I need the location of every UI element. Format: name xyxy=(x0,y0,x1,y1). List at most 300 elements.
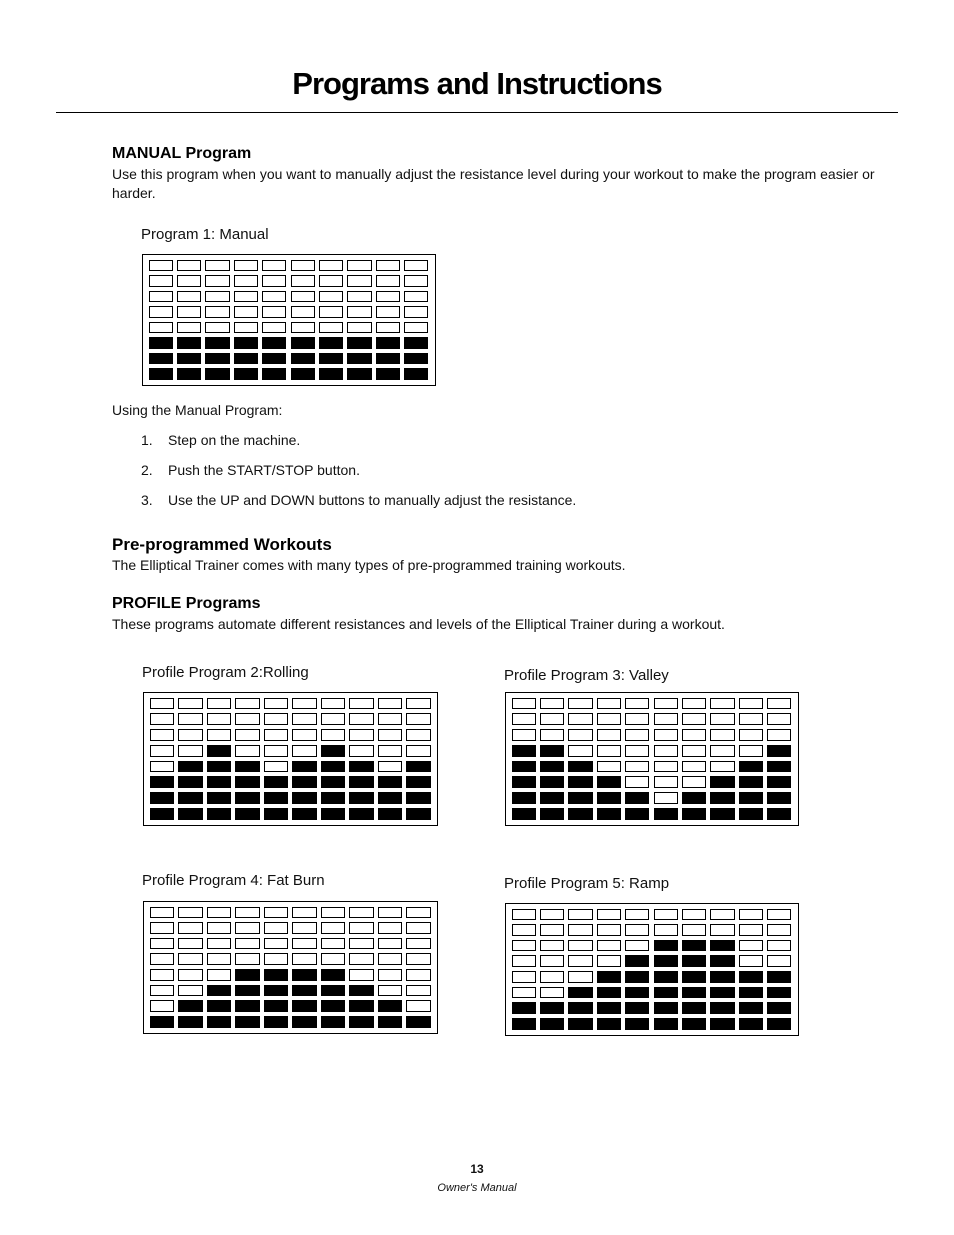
resistance-cell-empty xyxy=(349,938,374,950)
resistance-cell-filled xyxy=(739,1018,763,1030)
resistance-cell-filled xyxy=(292,985,317,997)
resistance-cell-filled xyxy=(349,792,374,804)
resistance-cell-empty xyxy=(177,291,201,303)
resistance-cell-empty xyxy=(235,729,260,741)
resistance-cell-filled xyxy=(625,792,649,804)
resistance-cell-empty xyxy=(739,955,763,967)
resistance-cell-empty xyxy=(150,969,175,981)
resistance-cell-empty xyxy=(321,907,346,919)
resistance-cell-empty xyxy=(292,907,317,919)
page-number: 13 xyxy=(470,1162,484,1176)
resistance-cell-empty xyxy=(178,745,203,757)
resistance-cell-empty xyxy=(178,907,203,919)
resistance-cell-empty xyxy=(654,909,678,921)
resistance-cell-filled xyxy=(178,1016,203,1028)
resistance-cell-empty xyxy=(264,713,289,725)
resistance-cell-empty xyxy=(149,260,173,272)
resistance-cell-filled xyxy=(378,1000,403,1012)
resistance-cell-empty xyxy=(378,713,403,725)
resistance-cell-empty xyxy=(512,729,536,741)
resistance-cell-filled xyxy=(205,353,229,365)
resistance-cell-empty xyxy=(512,987,536,999)
resistance-cell-empty xyxy=(540,940,564,952)
resistance-cell-empty xyxy=(376,260,400,272)
resistance-cell-filled xyxy=(406,808,431,820)
resistance-cell-empty xyxy=(205,322,229,334)
resistance-cell-empty xyxy=(404,275,428,287)
resistance-cell-filled xyxy=(207,792,232,804)
resistance-cell-empty xyxy=(378,985,403,997)
resistance-cell-filled xyxy=(710,808,734,820)
resistance-cell-empty xyxy=(378,907,403,919)
resistance-cell-empty xyxy=(406,729,431,741)
resistance-cell-filled xyxy=(292,792,317,804)
chart-caption-ramp: Profile Program 5: Ramp xyxy=(504,875,670,892)
resistance-cell-empty xyxy=(234,260,258,272)
resistance-cell-filled xyxy=(234,353,258,365)
resistance-cell-filled xyxy=(319,353,343,365)
resistance-cell-filled xyxy=(512,808,536,820)
resistance-cell-empty xyxy=(710,924,734,936)
preprogrammed-body: The Elliptical Trainer comes with many types of pre-programmed training workouts. xyxy=(112,557,626,573)
fat-burn-program-chart xyxy=(143,901,438,1034)
preprogrammed-heading: Pre-programmed Workouts xyxy=(112,535,332,554)
resistance-cell-empty xyxy=(406,922,431,934)
resistance-cell-empty xyxy=(178,713,203,725)
resistance-cell-empty xyxy=(349,953,374,965)
resistance-cell-filled xyxy=(321,1000,346,1012)
resistance-cell-empty xyxy=(207,713,232,725)
resistance-cell-empty xyxy=(349,922,374,934)
resistance-cell-filled xyxy=(739,987,763,999)
resistance-cell-empty xyxy=(625,761,649,773)
resistance-cell-empty xyxy=(404,306,428,318)
resistance-cell-empty xyxy=(150,1000,175,1012)
resistance-cell-empty xyxy=(178,969,203,981)
resistance-cell-empty xyxy=(597,729,621,741)
resistance-cell-empty xyxy=(178,985,203,997)
resistance-cell-empty xyxy=(597,713,621,725)
resistance-cell-empty xyxy=(262,306,286,318)
resistance-cell-filled xyxy=(597,971,621,983)
resistance-cell-filled xyxy=(292,1016,317,1028)
valley-program-chart xyxy=(505,692,799,826)
resistance-cell-empty xyxy=(264,938,289,950)
resistance-cell-empty xyxy=(235,745,260,757)
resistance-cell-empty xyxy=(149,275,173,287)
resistance-cell-filled xyxy=(235,985,260,997)
resistance-cell-empty xyxy=(625,776,649,788)
resistance-cell-empty xyxy=(568,940,592,952)
resistance-cell-filled xyxy=(682,940,706,952)
resistance-cell-filled xyxy=(235,1000,260,1012)
ramp-program-chart xyxy=(505,903,799,1036)
resistance-cell-empty xyxy=(378,922,403,934)
resistance-cell-empty xyxy=(235,907,260,919)
resistance-cell-empty xyxy=(319,306,343,318)
resistance-cell-filled xyxy=(767,761,791,773)
resistance-cell-filled xyxy=(321,776,346,788)
resistance-cell-empty xyxy=(178,698,203,710)
resistance-cell-empty xyxy=(234,291,258,303)
resistance-cell-empty xyxy=(767,698,791,710)
rolling-program-chart xyxy=(143,692,438,826)
resistance-cell-empty xyxy=(177,306,201,318)
resistance-cell-filled xyxy=(205,337,229,349)
resistance-cell-empty xyxy=(376,275,400,287)
resistance-cell-filled xyxy=(349,808,374,820)
resistance-cell-filled xyxy=(349,985,374,997)
resistance-cell-empty xyxy=(234,275,258,287)
resistance-cell-filled xyxy=(540,745,564,757)
resistance-cell-empty xyxy=(235,713,260,725)
resistance-cell-empty xyxy=(292,729,317,741)
resistance-cell-empty xyxy=(378,969,403,981)
resistance-cell-filled xyxy=(321,745,346,757)
resistance-cell-empty xyxy=(264,698,289,710)
resistance-cell-empty xyxy=(264,922,289,934)
resistance-cell-empty xyxy=(321,698,346,710)
resistance-cell-empty xyxy=(597,924,621,936)
resistance-cell-filled xyxy=(347,337,371,349)
resistance-cell-empty xyxy=(207,922,232,934)
resistance-cell-empty xyxy=(207,698,232,710)
resistance-cell-filled xyxy=(349,761,374,773)
resistance-cell-filled xyxy=(207,1000,232,1012)
resistance-cell-empty xyxy=(597,909,621,921)
resistance-cell-filled xyxy=(262,337,286,349)
resistance-cell-filled xyxy=(264,985,289,997)
resistance-cell-empty xyxy=(625,713,649,725)
resistance-cell-empty xyxy=(597,955,621,967)
resistance-cell-filled xyxy=(710,955,734,967)
resistance-cell-filled xyxy=(378,808,403,820)
resistance-cell-empty xyxy=(767,924,791,936)
resistance-cell-empty xyxy=(406,713,431,725)
resistance-cell-empty xyxy=(235,698,260,710)
step-text: Step on the machine. xyxy=(168,432,301,448)
resistance-cell-empty xyxy=(319,291,343,303)
resistance-cell-empty xyxy=(178,953,203,965)
resistance-cell-empty xyxy=(512,909,536,921)
resistance-cell-empty xyxy=(540,909,564,921)
resistance-cell-empty xyxy=(291,322,315,334)
resistance-cell-empty xyxy=(347,322,371,334)
resistance-cell-filled xyxy=(264,969,289,981)
resistance-cell-filled xyxy=(568,1018,592,1030)
resistance-cell-filled xyxy=(654,1018,678,1030)
resistance-cell-empty xyxy=(349,698,374,710)
resistance-cell-empty xyxy=(376,306,400,318)
resistance-cell-filled xyxy=(207,808,232,820)
resistance-cell-empty xyxy=(540,987,564,999)
resistance-cell-filled xyxy=(378,792,403,804)
chart-caption-valley: Profile Program 3: Valley xyxy=(504,667,669,684)
resistance-cell-filled xyxy=(178,792,203,804)
resistance-cell-filled xyxy=(767,776,791,788)
resistance-cell-filled xyxy=(739,776,763,788)
resistance-cell-empty xyxy=(292,713,317,725)
resistance-cell-filled xyxy=(540,761,564,773)
resistance-cell-filled xyxy=(234,337,258,349)
resistance-cell-filled xyxy=(319,337,343,349)
resistance-cell-empty xyxy=(625,924,649,936)
resistance-cell-filled xyxy=(150,792,175,804)
resistance-cell-empty xyxy=(710,761,734,773)
resistance-cell-empty xyxy=(262,291,286,303)
resistance-cell-empty xyxy=(568,698,592,710)
resistance-cell-empty xyxy=(739,713,763,725)
resistance-cell-empty xyxy=(406,698,431,710)
resistance-cell-empty xyxy=(235,938,260,950)
resistance-cell-empty xyxy=(150,713,175,725)
resistance-cell-filled xyxy=(767,1018,791,1030)
resistance-cell-empty xyxy=(512,698,536,710)
resistance-cell-filled xyxy=(625,1002,649,1014)
resistance-cell-empty xyxy=(710,909,734,921)
resistance-cell-empty xyxy=(682,745,706,757)
resistance-cell-empty xyxy=(292,953,317,965)
resistance-cell-filled xyxy=(512,1018,536,1030)
resistance-cell-filled xyxy=(739,792,763,804)
resistance-cell-filled xyxy=(767,971,791,983)
resistance-cell-empty xyxy=(150,938,175,950)
resistance-cell-filled xyxy=(292,776,317,788)
resistance-cell-empty xyxy=(347,260,371,272)
resistance-cell-empty xyxy=(625,909,649,921)
resistance-cell-empty xyxy=(568,924,592,936)
resistance-cell-filled xyxy=(739,971,763,983)
resistance-cell-filled xyxy=(597,1018,621,1030)
resistance-cell-empty xyxy=(177,275,201,287)
resistance-cell-filled xyxy=(682,955,706,967)
resistance-cell-filled xyxy=(597,776,621,788)
resistance-cell-filled xyxy=(321,985,346,997)
resistance-cell-filled xyxy=(149,337,173,349)
resistance-cell-empty xyxy=(710,713,734,725)
resistance-cell-filled xyxy=(178,776,203,788)
resistance-cell-filled xyxy=(682,1002,706,1014)
resistance-cell-filled xyxy=(625,971,649,983)
resistance-cell-empty xyxy=(739,745,763,757)
resistance-cell-empty xyxy=(710,745,734,757)
resistance-cell-empty xyxy=(178,729,203,741)
resistance-cell-empty xyxy=(378,761,403,773)
resistance-cell-empty xyxy=(149,306,173,318)
resistance-cell-empty xyxy=(149,291,173,303)
resistance-cell-filled xyxy=(404,337,428,349)
resistance-cell-filled xyxy=(292,808,317,820)
resistance-cell-empty xyxy=(739,924,763,936)
resistance-cell-empty xyxy=(568,745,592,757)
resistance-cell-empty xyxy=(682,909,706,921)
resistance-cell-empty xyxy=(319,275,343,287)
manual-program-chart xyxy=(142,254,436,386)
resistance-cell-filled xyxy=(264,792,289,804)
resistance-cell-empty xyxy=(568,729,592,741)
resistance-cell-filled xyxy=(321,808,346,820)
resistance-cell-empty xyxy=(739,698,763,710)
resistance-cell-empty xyxy=(540,971,564,983)
resistance-cell-empty xyxy=(376,322,400,334)
resistance-cell-empty xyxy=(234,306,258,318)
resistance-cell-filled xyxy=(264,1000,289,1012)
resistance-cell-empty xyxy=(540,924,564,936)
resistance-cell-empty xyxy=(625,729,649,741)
resistance-cell-empty xyxy=(347,306,371,318)
resistance-cell-filled xyxy=(710,792,734,804)
resistance-cell-empty xyxy=(512,955,536,967)
resistance-cell-filled xyxy=(682,971,706,983)
resistance-cell-empty xyxy=(540,955,564,967)
resistance-cell-empty xyxy=(682,729,706,741)
resistance-cell-filled xyxy=(512,1002,536,1014)
resistance-cell-empty xyxy=(654,713,678,725)
resistance-cell-empty xyxy=(654,761,678,773)
resistance-cell-empty xyxy=(150,745,175,757)
resistance-cell-empty xyxy=(406,953,431,965)
resistance-cell-filled xyxy=(767,792,791,804)
resistance-cell-empty xyxy=(404,260,428,272)
resistance-cell-filled xyxy=(205,368,229,380)
resistance-cell-empty xyxy=(150,985,175,997)
resistance-cell-filled xyxy=(625,987,649,999)
resistance-cell-empty xyxy=(625,940,649,952)
resistance-cell-filled xyxy=(349,1016,374,1028)
resistance-cell-filled xyxy=(710,1002,734,1014)
resistance-cell-empty xyxy=(739,940,763,952)
step-text: Use the UP and DOWN buttons to manually adjust the resistance. xyxy=(168,492,577,508)
resistance-cell-filled xyxy=(150,776,175,788)
resistance-cell-filled xyxy=(321,969,346,981)
resistance-cell-empty xyxy=(178,938,203,950)
resistance-cell-empty xyxy=(654,745,678,757)
resistance-cell-filled xyxy=(682,808,706,820)
resistance-cell-empty xyxy=(347,275,371,287)
resistance-cell-empty xyxy=(321,713,346,725)
resistance-cell-filled xyxy=(739,761,763,773)
resistance-cell-empty xyxy=(207,938,232,950)
resistance-cell-filled xyxy=(710,971,734,983)
resistance-cell-filled xyxy=(739,808,763,820)
resistance-cell-empty xyxy=(625,745,649,757)
resistance-cell-filled xyxy=(654,955,678,967)
resistance-cell-empty xyxy=(292,698,317,710)
resistance-cell-empty xyxy=(205,260,229,272)
resistance-cell-empty xyxy=(235,922,260,934)
resistance-cell-empty xyxy=(264,953,289,965)
resistance-cell-empty xyxy=(406,907,431,919)
resistance-cell-filled xyxy=(512,776,536,788)
resistance-cell-empty xyxy=(378,729,403,741)
chart-caption-manual: Program 1: Manual xyxy=(141,226,269,243)
resistance-cell-empty xyxy=(149,322,173,334)
resistance-cell-filled xyxy=(264,1016,289,1028)
resistance-cell-empty xyxy=(207,969,232,981)
manual-heading: MANUAL Program xyxy=(112,145,252,162)
resistance-cell-empty xyxy=(150,761,175,773)
chart-caption-rolling: Profile Program 2:Rolling xyxy=(142,664,309,681)
resistance-cell-filled xyxy=(404,368,428,380)
resistance-cell-filled xyxy=(321,792,346,804)
resistance-cell-filled xyxy=(264,776,289,788)
resistance-cell-filled xyxy=(625,1018,649,1030)
resistance-cell-filled xyxy=(178,761,203,773)
resistance-cell-empty xyxy=(207,953,232,965)
resistance-cell-empty xyxy=(349,745,374,757)
resistance-cell-filled xyxy=(710,940,734,952)
resistance-cell-filled xyxy=(512,745,536,757)
resistance-cell-empty xyxy=(540,713,564,725)
resistance-cell-filled xyxy=(207,745,232,757)
resistance-cell-filled xyxy=(682,987,706,999)
resistance-cell-empty xyxy=(378,953,403,965)
using-manual-label: Using the Manual Program: xyxy=(112,402,283,418)
resistance-cell-filled xyxy=(207,1016,232,1028)
resistance-cell-filled xyxy=(177,368,201,380)
resistance-cell-empty xyxy=(568,955,592,967)
resistance-cell-empty xyxy=(291,306,315,318)
resistance-cell-empty xyxy=(512,713,536,725)
resistance-cell-empty xyxy=(597,745,621,757)
resistance-cell-empty xyxy=(767,955,791,967)
resistance-cell-empty xyxy=(682,698,706,710)
resistance-cell-empty xyxy=(234,322,258,334)
resistance-cell-empty xyxy=(406,1000,431,1012)
resistance-cell-filled xyxy=(568,1002,592,1014)
resistance-cell-filled xyxy=(540,808,564,820)
resistance-cell-empty xyxy=(319,260,343,272)
resistance-cell-filled xyxy=(597,792,621,804)
footer-text: Owner's Manual xyxy=(437,1182,517,1194)
resistance-cell-filled xyxy=(321,761,346,773)
resistance-cell-filled xyxy=(177,337,201,349)
resistance-cell-filled xyxy=(710,776,734,788)
resistance-cell-empty xyxy=(349,969,374,981)
resistance-cell-filled xyxy=(682,1018,706,1030)
resistance-cell-empty xyxy=(654,924,678,936)
resistance-cell-filled xyxy=(149,368,173,380)
resistance-cell-filled xyxy=(349,1000,374,1012)
resistance-cell-filled xyxy=(406,776,431,788)
profile-body: These programs automate different resistances and levels of the Elliptical Trainer during a workout. xyxy=(112,616,725,632)
resistance-cell-empty xyxy=(378,745,403,757)
resistance-cell-filled xyxy=(597,987,621,999)
resistance-cell-filled xyxy=(625,808,649,820)
resistance-cell-empty xyxy=(767,909,791,921)
resistance-cell-filled xyxy=(262,368,286,380)
resistance-cell-filled xyxy=(540,776,564,788)
resistance-cell-empty xyxy=(349,907,374,919)
resistance-cell-empty xyxy=(406,969,431,981)
resistance-cell-empty xyxy=(319,322,343,334)
resistance-cell-empty xyxy=(177,260,201,272)
resistance-cell-empty xyxy=(262,275,286,287)
resistance-cell-empty xyxy=(597,761,621,773)
resistance-cell-empty xyxy=(264,907,289,919)
resistance-cell-filled xyxy=(207,985,232,997)
resistance-cell-empty xyxy=(177,322,201,334)
resistance-cell-empty xyxy=(347,291,371,303)
resistance-cell-filled xyxy=(512,761,536,773)
resistance-cell-filled xyxy=(404,353,428,365)
page-title: Programs and Instructions xyxy=(292,66,662,101)
resistance-cell-empty xyxy=(378,938,403,950)
resistance-cell-empty xyxy=(292,745,317,757)
resistance-cell-filled xyxy=(597,808,621,820)
resistance-cell-empty xyxy=(205,306,229,318)
resistance-cell-filled xyxy=(654,808,678,820)
